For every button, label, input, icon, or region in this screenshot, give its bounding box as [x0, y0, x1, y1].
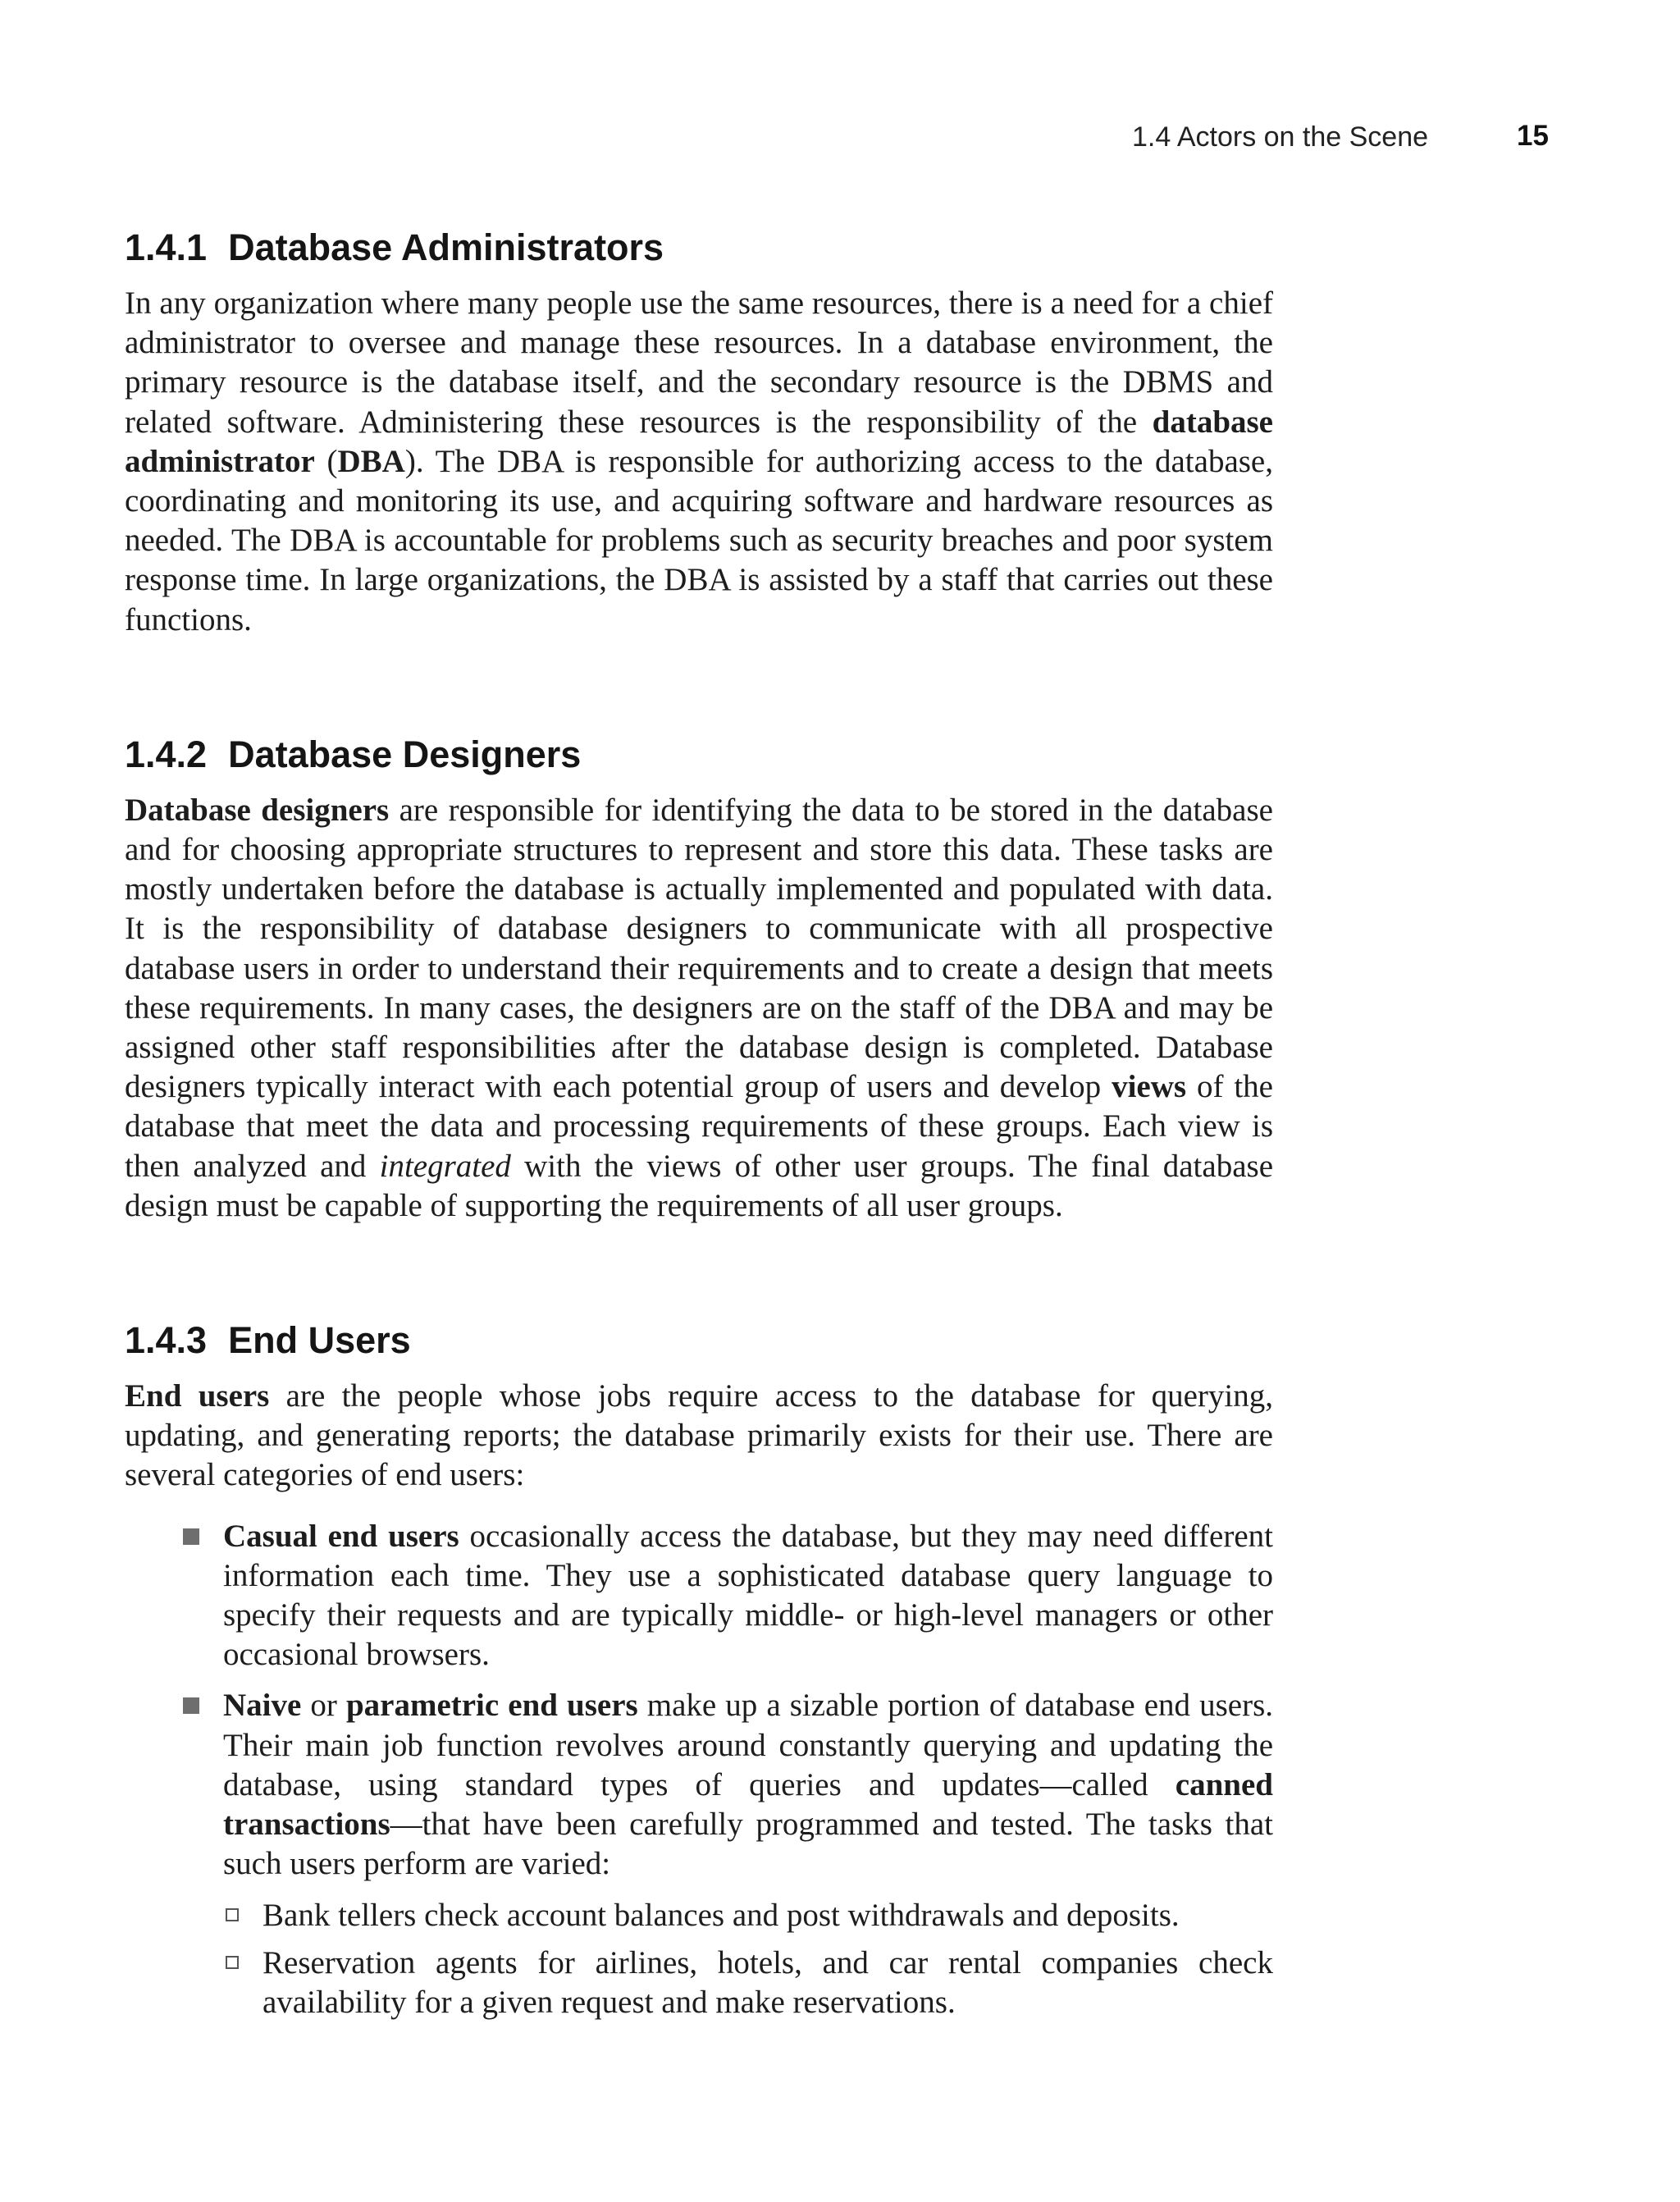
italic-term: integrated	[379, 1148, 511, 1184]
section-number: 1.4.1	[125, 226, 208, 268]
page-body	[125, 223, 1273, 2034]
paragraph	[125, 1377, 1273, 1496]
bold-term: DBA	[337, 443, 405, 479]
bold-term: Database designers	[125, 792, 390, 828]
section-spacer	[125, 640, 1273, 730]
list-item	[262, 1896, 1273, 1935]
text-run: Bank tellers check account balances and post withdrawals and deposits.	[262, 1897, 1180, 1933]
square-bullet-icon	[183, 1697, 199, 1714]
paragraph	[125, 791, 1273, 1226]
text-run: make up a sizable portion of database end users. Their main job function revolves around constantly querying and updating the database, using standard types of queries and updates—called	[223, 1688, 1273, 1802]
text-run: occasionally access the database, but they may need different information each time. They use a sophisticated database query language to specify their requests and are typically middle- or high-level managers or other occasional browsers.	[223, 1518, 1273, 1673]
bold-term: End users	[125, 1378, 270, 1414]
section-end-users	[125, 1316, 1273, 2022]
text-run: or	[301, 1688, 346, 1724]
section-number: 1.4.2	[125, 733, 208, 775]
section-heading	[125, 730, 1273, 779]
bold-term: Naive	[223, 1688, 302, 1724]
text-run: are responsible for identifying the data to be stored in the database and for choosing appropriate structures to represent and store this data. These tasks are mostly undertaken before the database is actually implemented and populated with data. It is the responsibility of database designers to communicate with all prospective database users in order to understand their requirements and to create a design that meets these requirements. In many cases, the designers are on the staff of the DBA and may be assigned other staff responsibilities after the database design is completed. Database designers typically interact with each potential group of users and develop	[125, 792, 1273, 1105]
text-run: with the views of other user groups. The final database design must be capable of supporting the requirements of all user groups.	[125, 1148, 1273, 1223]
bold-term: database administrator	[125, 404, 1273, 479]
square-bullet-icon	[183, 1528, 199, 1545]
section-number: 1.4.3	[125, 1319, 208, 1362]
hollow-square-bullet-icon	[226, 1956, 239, 1969]
section-database-designers	[125, 730, 1273, 1226]
text-run: are the people whose jobs require access to the database for querying, updating, and generating reports; the database primarily exists for their use. There are several categories of end users:	[125, 1378, 1273, 1493]
bold-term: views	[1112, 1069, 1187, 1105]
end-user-categories-list	[125, 1517, 1273, 2022]
section-title: End Users	[228, 1319, 411, 1362]
section-heading	[125, 223, 1273, 272]
page-number: 15	[1517, 120, 1549, 152]
text-run: of the database that meet the data and processing requirements of these groups. Each view is then analyzed and	[125, 1069, 1273, 1184]
list-item	[262, 1944, 1273, 2022]
list-item	[223, 1517, 1273, 1675]
list-item	[223, 1686, 1273, 2022]
section-database-administrators	[125, 223, 1273, 640]
hollow-square-bullet-icon	[226, 1908, 239, 1921]
running-head: 1.4 Actors on the Scene	[1132, 121, 1429, 153]
paragraph	[125, 284, 1273, 640]
section-title: Database Administrators	[228, 226, 664, 268]
section-heading	[125, 1316, 1273, 1365]
naive-user-tasks-list	[223, 1896, 1273, 2023]
section-title: Database Designers	[228, 733, 582, 775]
text-run: Reservation agents for airlines, hotels, and car rental companies check availability for a given request and make reservations.	[262, 1944, 1273, 2020]
text-run: (	[314, 443, 338, 479]
bold-term: Casual end users	[223, 1518, 459, 1554]
text-run: ). The DBA is responsible for authorizing access to the database, coordinating and monitoring its use, and acquiring software and hardware resources as needed. The DBA is accountable for problems such as security breaches and poor system response time. In large organizations, the DBA is assisted by a staff that carries out these functions.	[125, 443, 1273, 637]
bold-term: parametric end users	[345, 1688, 638, 1724]
bold-term: canned transactions	[223, 1766, 1273, 1843]
text-run: —that have been carefully programmed and tested. The tasks that such users perform are varied:	[223, 1807, 1273, 1882]
section-spacer	[125, 1226, 1273, 1316]
text-run: In any organization where many people use the same resources, there is a need for a chief administrator to oversee and manage these resources. In a database environment, the primary resource is the database itself, and the secondary resource is the DBMS and related software. Administering these resources is the responsibility of the	[125, 286, 1273, 440]
